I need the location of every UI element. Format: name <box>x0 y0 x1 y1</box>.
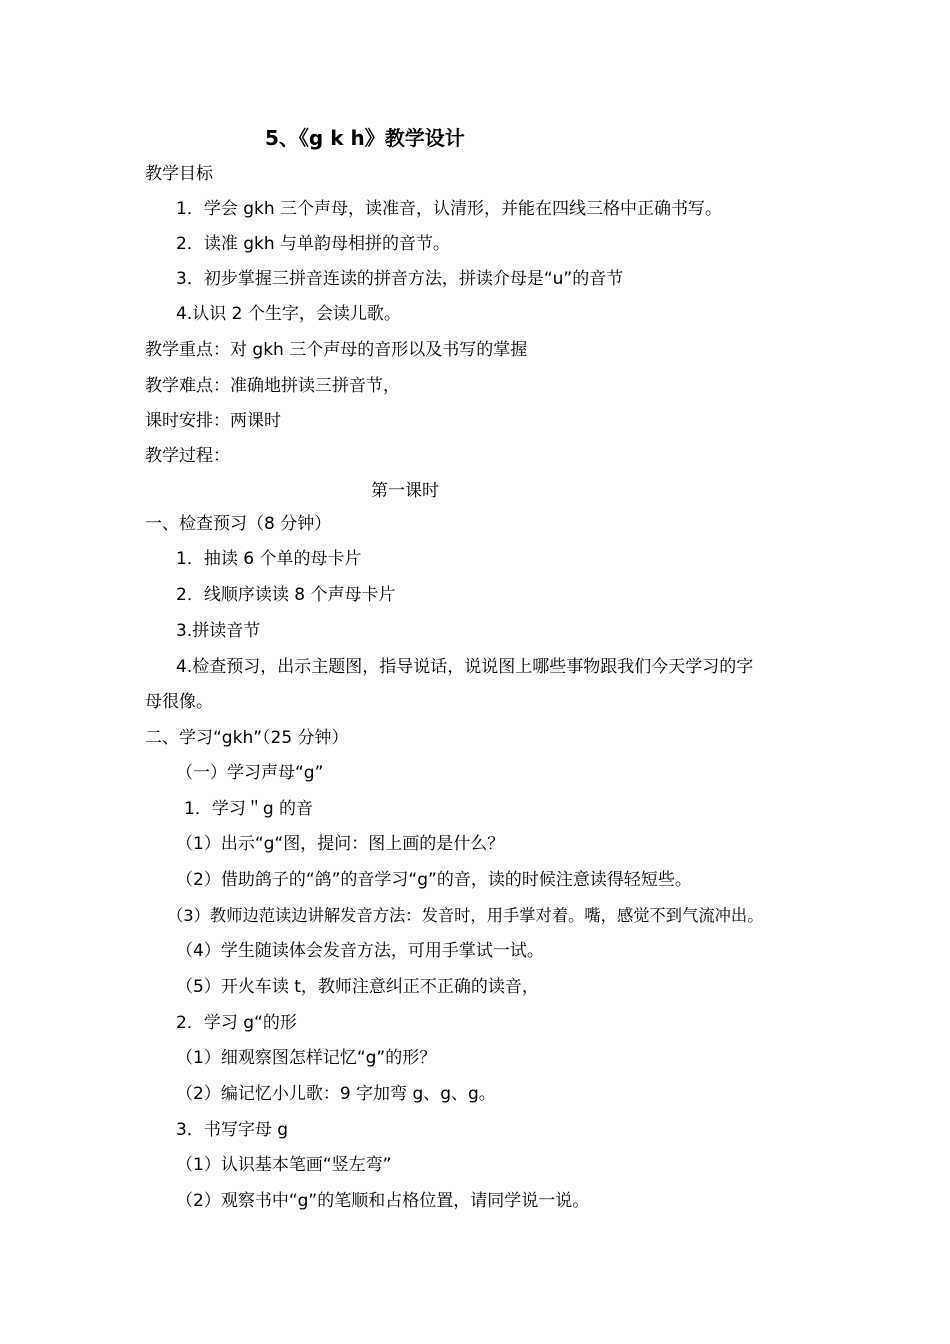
list-item-continuation: 母很像。 <box>145 692 213 712</box>
difficulties: 教学难点：准确地拼读三拼音节， <box>145 376 400 396</box>
schedule: 课时安排：两课时 <box>145 411 281 431</box>
key-points: 教学重点：对 gkh 三个声母的音形以及书写的掌握 <box>145 340 528 360</box>
list-item: 2．线顺序读读 8 个声母卡片 <box>176 585 396 605</box>
section-heading: 一、检查预习（8 分钟） <box>145 514 332 534</box>
list-item: （5）开火车读 t，教师注意纠正不正确的读音， <box>176 977 539 997</box>
step-heading: 2．学习 g“的形 <box>176 1013 297 1033</box>
list-item: （2）观察书中“g”的笔顺和占格位置，请同学说一说。 <box>176 1191 590 1211</box>
list-item: 1．抽读 6 个单的母卡片 <box>176 549 362 569</box>
list-item: （2）编记忆小儿歌：9 字加弯 g、g、g。 <box>176 1084 496 1104</box>
process-heading: 教学过程： <box>145 446 230 466</box>
step-heading: 3．书写字母 g <box>176 1120 289 1140</box>
document-title: 5、《g k h》教学设计 <box>265 126 465 150</box>
list-item: （2）借助鸽子的“鸽”的音学习“g”的音，读的时候注意读得轻短些。 <box>176 870 692 890</box>
list-item: 4.检查预习，出示主题图，指导说话，说说图上哪些事物跟我们今天学习的字 <box>176 657 754 677</box>
objective-item: 4.认识 2 个生字，会读儿歌。 <box>176 304 401 324</box>
list-item: 3.拼读音节 <box>176 621 261 641</box>
step-heading: 1．学习＂g 的音 <box>184 799 314 819</box>
list-item: （1）认识基本笔画“竖左弯” <box>176 1155 392 1175</box>
list-item: （1）出示“g“图，提问：图上画的是什么？ <box>176 834 505 854</box>
list-item: （1）细观察图怎样记忆“g”的形？ <box>176 1048 437 1068</box>
list-item: （3）教师边范读边讲解发音方法：发音时，用手掌对着。嘴，感觉不到气流冲出。 <box>167 906 764 925</box>
objective-item: 2．读准 gkh 与单韵母相拼的音节。 <box>176 234 451 254</box>
section-heading: 二、学习“gkh”（25 分钟） <box>145 728 349 748</box>
objective-item: 1．学会 gkh 三个声母，读准音，认清形，并能在四线三格中正确书写。 <box>176 199 723 219</box>
objective-item: 3．初步掌握三拼音连读的拼音方法，拼读介母是“u”的音节 <box>176 269 624 289</box>
objectives-heading: 教学目标 <box>145 164 213 184</box>
list-item: （4）学生随读体会发音方法，可用手掌试一试。 <box>176 941 544 961</box>
subsection-heading: （一）学习声母“g” <box>176 763 324 783</box>
lesson-title: 第一课时 <box>371 481 439 501</box>
